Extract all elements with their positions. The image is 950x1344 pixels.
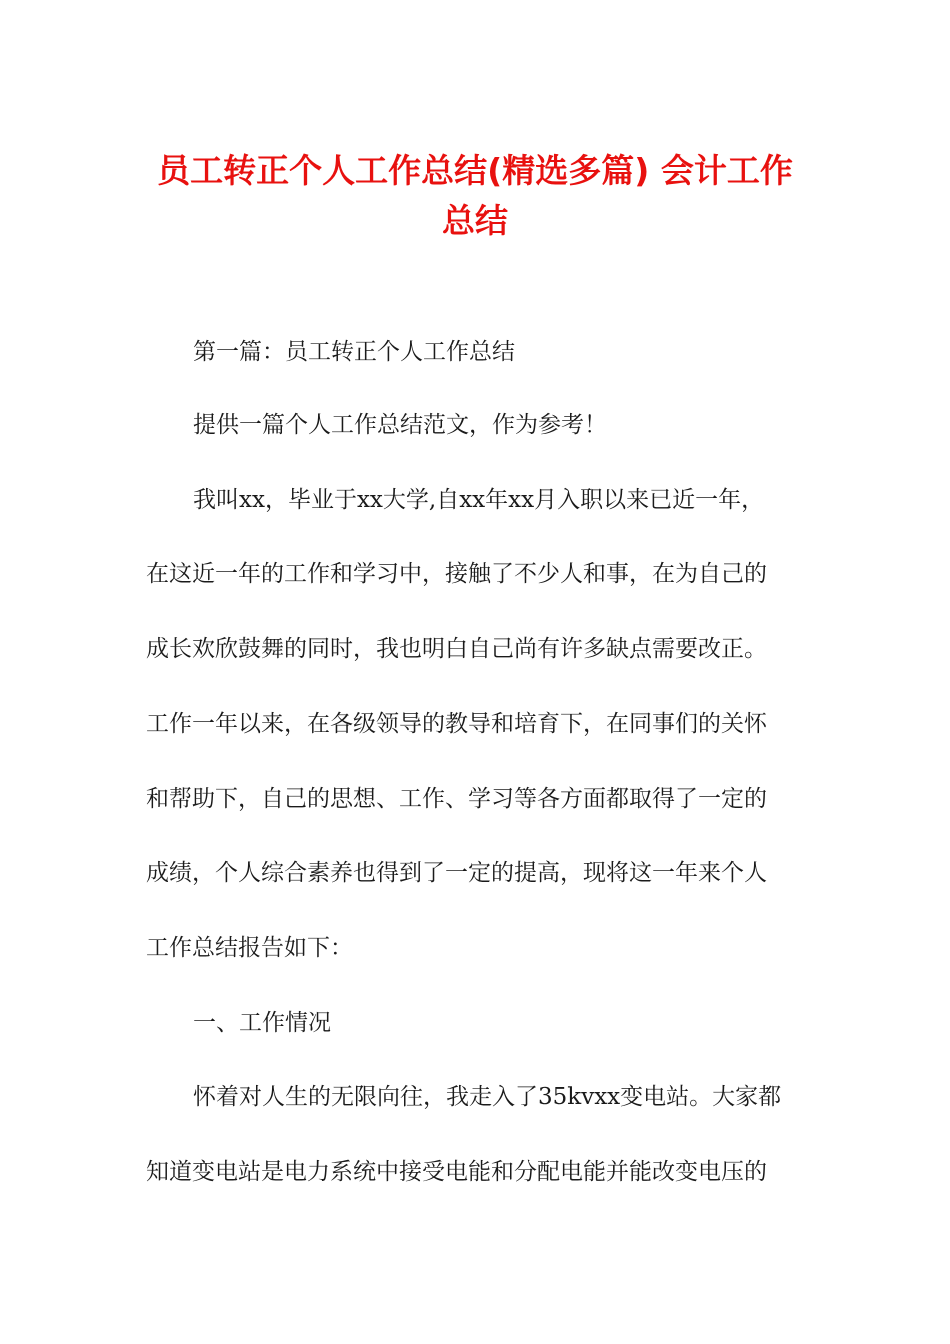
section-heading-work-status: 一、工作情况 xyxy=(193,1010,331,1036)
document-title-line-1: 员工转正个人工作总结(精选多篇) 会计工作 xyxy=(157,151,793,190)
body-line: 和帮助下，自己的思想、工作、学习等各方面都取得了一定的 xyxy=(146,786,767,812)
intro-line: 提供一篇个人工作总结范文，作为参考！ xyxy=(193,412,607,438)
body-line: 知道变电站是电力系统中接受电能和分配电能并能改变电压的 xyxy=(146,1159,767,1185)
body-line: 在这近一年的工作和学习中，接触了不少人和事，在为自己的 xyxy=(146,561,767,587)
body-line: 怀着对人生的无限向往，我走入了35kvxx变电站。大家都 xyxy=(193,1084,782,1110)
body-line: 成长欢欣鼓舞的同时，我也明白自己尚有许多缺点需要改正。 xyxy=(146,636,767,662)
body-line: 工作总结报告如下： xyxy=(146,935,353,961)
section-heading-part-1: 第一篇：员工转正个人工作总结 xyxy=(193,339,515,365)
document-title-line-2: 总结 xyxy=(442,201,508,240)
body-line: 我叫xx，毕业于xx大学,自xx年xx月入职以来已近一年， xyxy=(193,487,765,513)
body-line: 工作一年以来，在各级领导的教导和培育下，在同事们的关怀 xyxy=(146,711,767,737)
body-line: 成绩，个人综合素养也得到了一定的提高，现将这一年来个人 xyxy=(146,860,767,886)
document-title xyxy=(0,146,950,246)
